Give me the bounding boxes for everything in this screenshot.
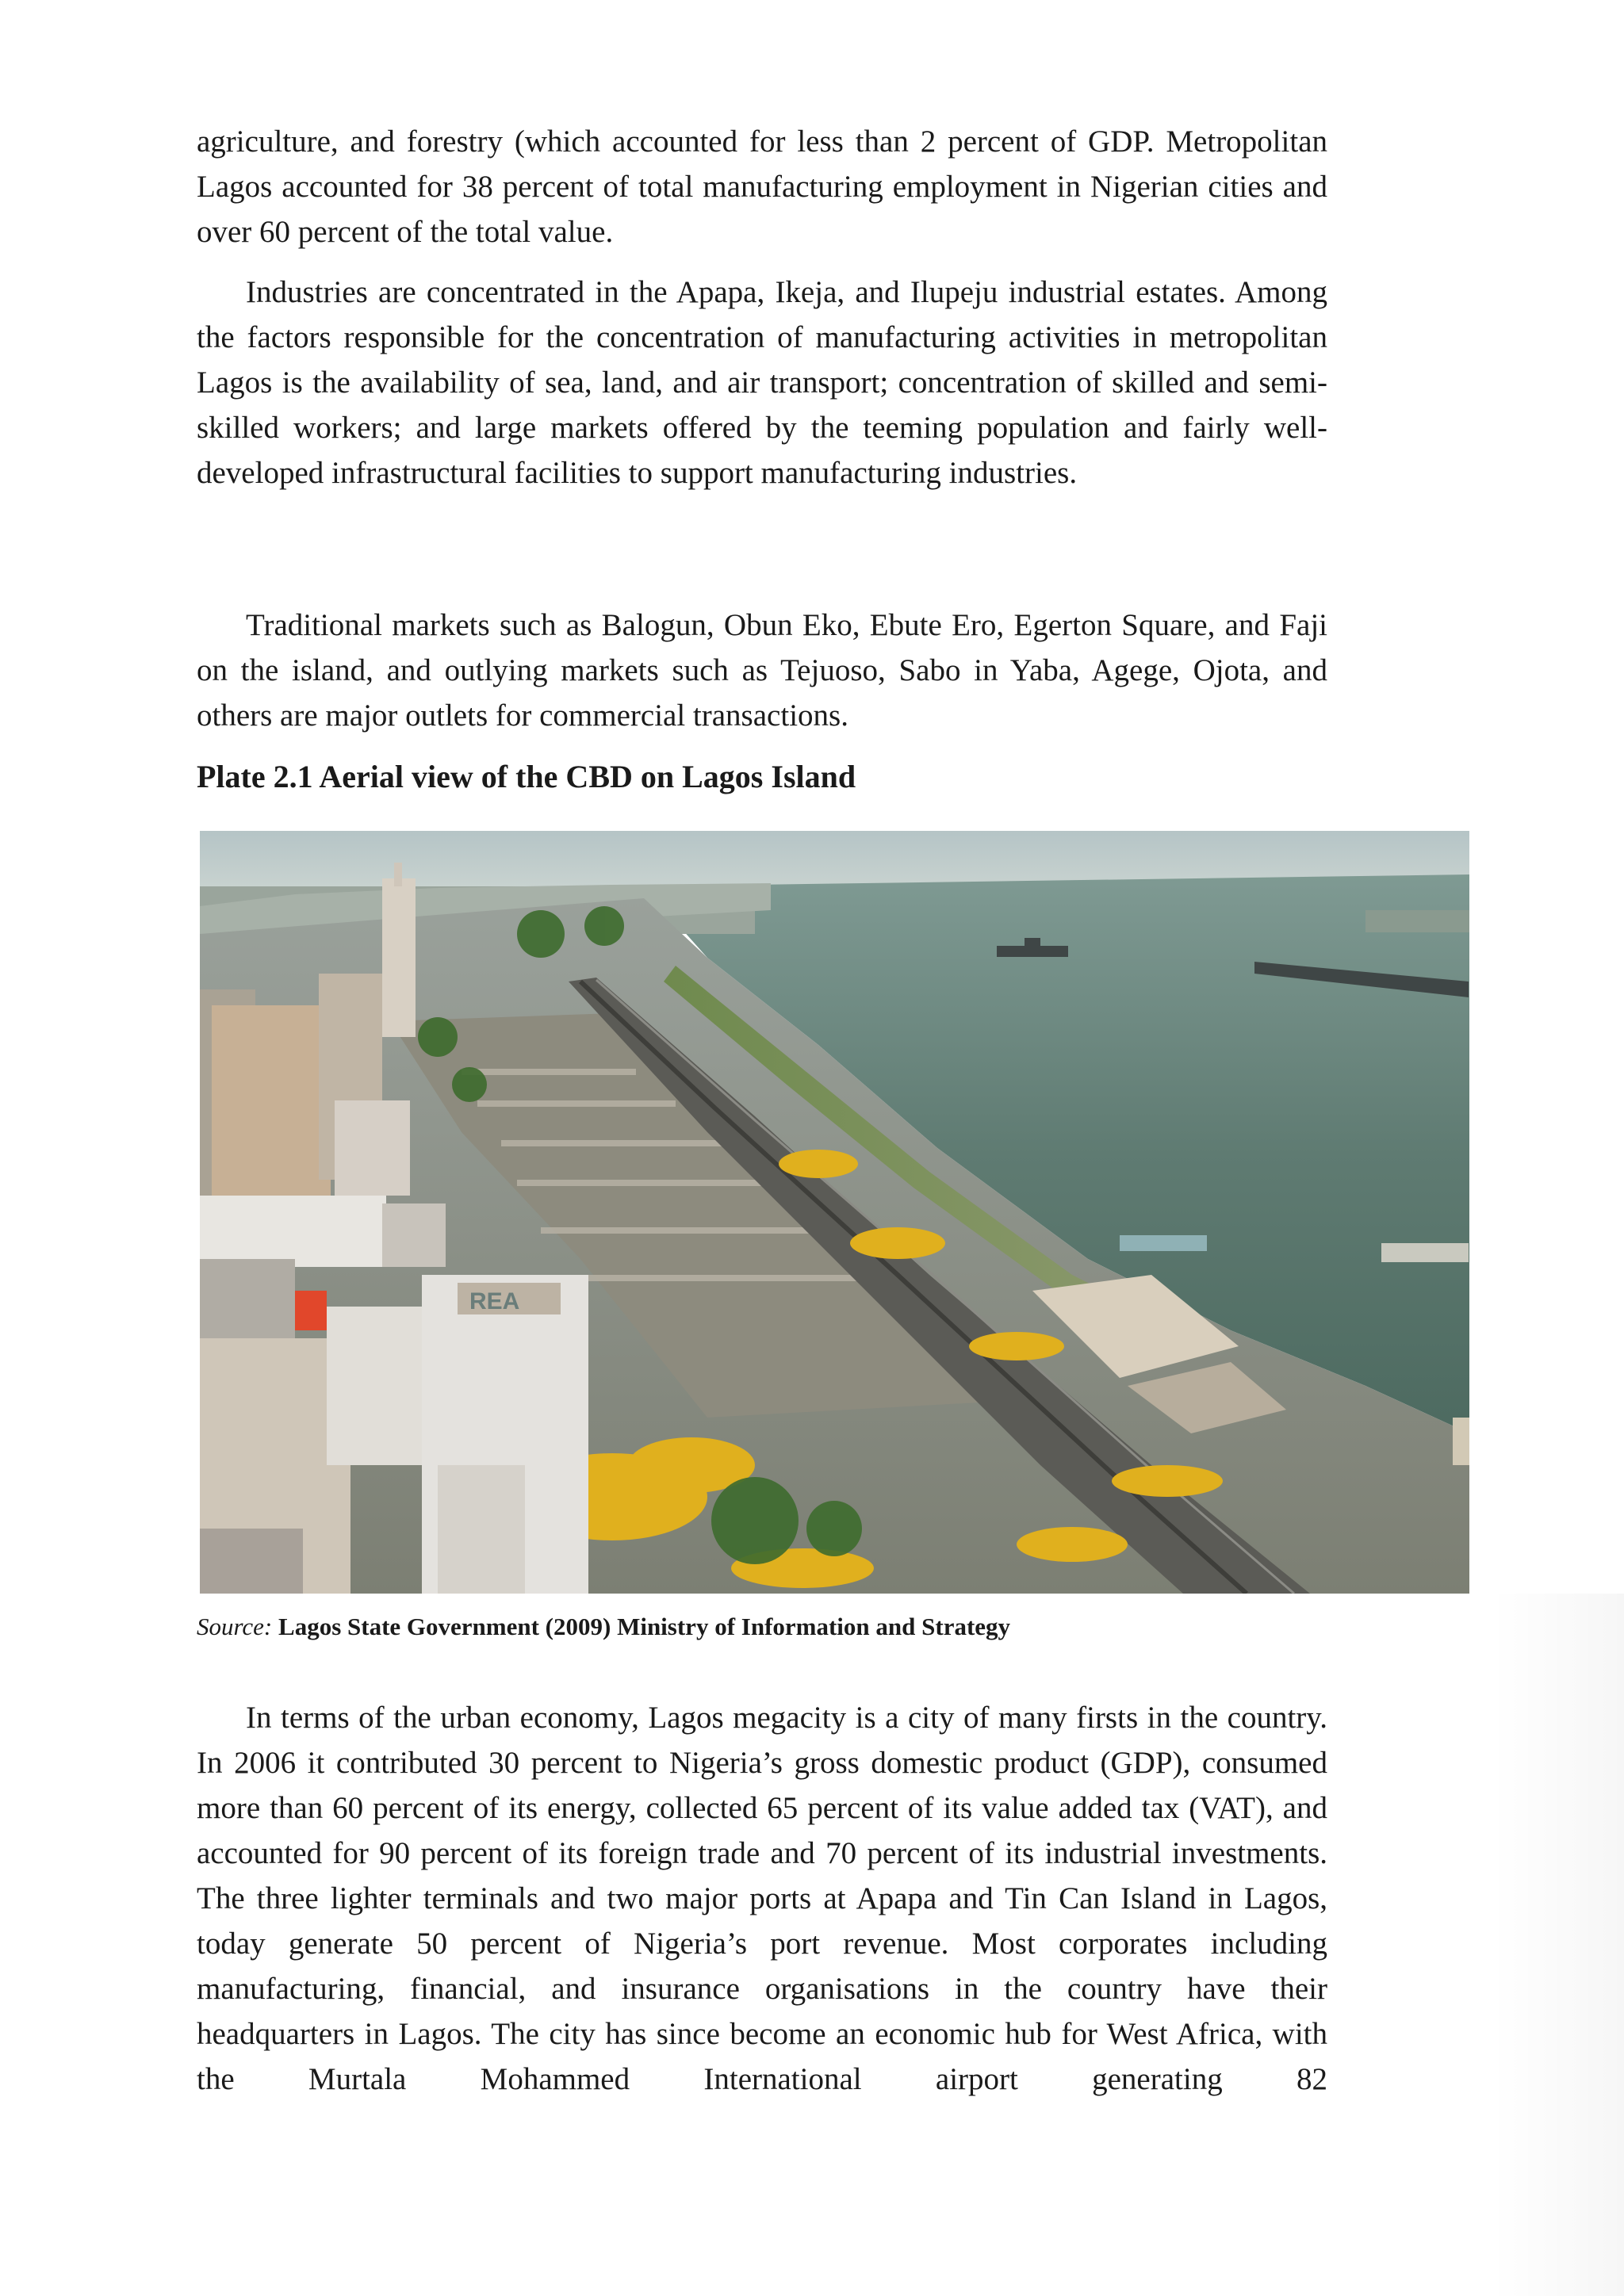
paragraph-manufacturing-share: agriculture, and forestry (which accounted for less than 2 percent of GDP. Metropolitan Lagos accounted for 38 percent of total manufacturing employment in Nigerian cities and over 60 percent of the total value. (197, 124, 1327, 249)
paragraph-traditional-markets: Traditional markets such as Balogun, Obun Eko, Ebute Ero, Egerton Square, and Faji on the island, and outlying markets such as Tejuoso, Sabo in Yaba, Agege, Ojota, and others are major outlets for commercial transactions. (197, 608, 1327, 733)
source-label: Source: (197, 1613, 273, 1640)
photo-source-line (197, 1609, 1010, 1644)
paragraph-industrial-estates: Industries are concentrated in the Apapa, Ikeja, and Ilupeju industrial estates. Among the factors responsible for the concentration of manufacturing activities in metropolitan Lagos is the availability of sea, land, and air transport; concentration of skilled and semi-skilled workers; and large markets offered by the teeming population and fairly well-developed infrastructural facilities to support manufacturing industries. (197, 275, 1327, 490)
photo-sign-rea: REA (469, 1288, 520, 1314)
aerial-photo-lagos-cbd (200, 831, 1469, 1594)
plate-caption-title: Plate 2.1 Aerial view of the CBD on Lagos Island (197, 759, 856, 794)
paragraph-urban-economy: In terms of the urban economy, Lagos megacity is a city of many firsts in the country. In 2006 it contributed 30 percent to Nigeria’s gross domestic product (GDP), consumed more than 60 percent of its energy, collected 65 percent of its value added tax (VAT), and accounted for 90 percent of its foreign trade and 70 percent of its industrial investments. The three lighter terminals and two major ports at Apapa and Tin Can Island in Lagos, today generate 50 percent of Nigeria’s port revenue. Most corporates including manufacturing, financial, and insurance organisations in the country have their headquarters in Lagos. The city has since become an economic hub for West Africa, with the Murtala Mohammed International airport generating 82 (197, 1701, 1327, 2096)
source-text: Lagos State Government (2009) Ministry of Information and Strategy (278, 1613, 1011, 1640)
